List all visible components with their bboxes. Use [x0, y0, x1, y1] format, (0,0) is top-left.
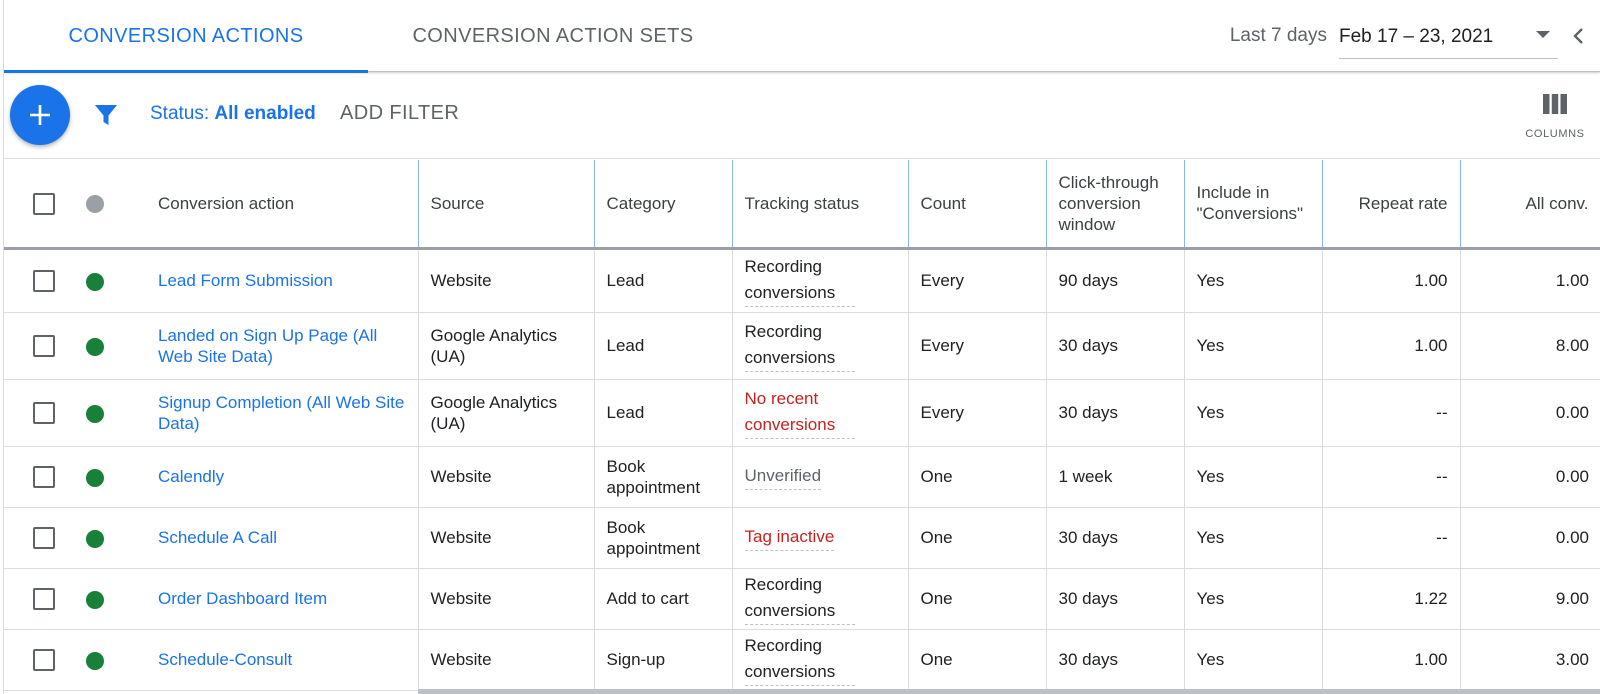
row-select-cell: [4, 629, 72, 690]
source-cell: Google Analytics (UA): [418, 312, 594, 379]
all-conv-cell: 1.00: [1460, 248, 1600, 312]
row-select-cell: [4, 312, 72, 379]
conversion-action-link[interactable]: Lead Form Submission: [158, 271, 333, 290]
tracking-status-value[interactable]: Recording conversions: [745, 254, 855, 307]
count-cell: One: [908, 629, 1046, 690]
source-cell: Website: [418, 446, 594, 507]
horizontal-scrollbar[interactable]: [418, 689, 1600, 694]
category-cell: Book appointment: [594, 507, 732, 568]
row-status-cell: [72, 629, 146, 690]
all-conv-cell: 0.00: [1460, 446, 1600, 507]
source-cell: Website: [418, 248, 594, 312]
date-range-label: Last 7 days: [1229, 25, 1327, 46]
conversion-window-cell: 1 week: [1046, 446, 1184, 507]
conversion-window-cell: 30 days: [1046, 379, 1184, 446]
table-row: [4, 312, 1600, 379]
repeat-rate-cell: 1.22: [1322, 568, 1460, 629]
header-conversion-window[interactable]: Click-through conversion window: [1046, 160, 1184, 248]
category-cell: Sign-up: [594, 629, 732, 690]
category-cell: Book appointment: [594, 446, 732, 507]
count-cell: One: [908, 507, 1046, 568]
tab-conversion-actions[interactable]: [4, 0, 368, 72]
columns-button[interactable]: [1524, 93, 1586, 143]
row-status-cell: [72, 379, 146, 446]
tracking-status-value[interactable]: No recent conversions: [745, 386, 855, 439]
include-cell: Yes: [1184, 507, 1322, 568]
conversion-action-cell: [146, 568, 418, 629]
count-cell: Every: [908, 248, 1046, 312]
conversion-action-link[interactable]: Schedule-Consult: [158, 650, 293, 669]
tab-conversion-action-sets[interactable]: [368, 0, 738, 72]
row-checkbox[interactable]: [33, 402, 55, 424]
filter-funnel-icon[interactable]: [92, 101, 120, 129]
count-cell: Every: [908, 312, 1046, 379]
conversion-window-cell: 30 days: [1046, 507, 1184, 568]
row-checkbox[interactable]: [33, 466, 55, 488]
status-filter-value: All enabled: [214, 103, 316, 124]
tab-bar: [4, 0, 1600, 72]
header-all-conv[interactable]: All conv.: [1460, 160, 1600, 248]
chevron-left-icon: [1569, 26, 1589, 46]
include-cell: Yes: [1184, 379, 1322, 446]
include-cell: Yes: [1184, 312, 1322, 379]
source-cell: Website: [418, 568, 594, 629]
conversion-action-cell: [146, 379, 418, 446]
header-tracking-status[interactable]: Tracking status: [732, 160, 908, 248]
tracking-status-cell: [732, 379, 908, 446]
category-cell: Lead: [594, 379, 732, 446]
row-select-cell: [4, 379, 72, 446]
count-cell: Every: [908, 379, 1046, 446]
count-cell: One: [908, 568, 1046, 629]
table-header-row: [4, 160, 1600, 248]
tracking-status-cell: [732, 312, 908, 379]
conversion-action-link[interactable]: Landed on Sign Up Page (All Web Site Data): [158, 325, 378, 366]
columns-label: COLUMNS: [1525, 128, 1585, 140]
row-checkbox[interactable]: [33, 270, 55, 292]
repeat-rate-cell: --: [1322, 507, 1460, 568]
add-conversion-button[interactable]: [10, 85, 70, 145]
caret-down-icon: [1536, 31, 1550, 38]
plus-icon: [27, 102, 53, 128]
conversions-page: [3, 0, 1600, 694]
tab-conversion-actions-label: CONVERSION ACTIONS: [68, 25, 304, 47]
tracking-status-value[interactable]: Recording conversions: [745, 633, 855, 686]
conversion-action-cell: [146, 446, 418, 507]
table-row: [4, 446, 1600, 507]
enabled-status-icon: [86, 530, 104, 548]
date-range-select[interactable]: [1339, 13, 1558, 59]
row-select-cell: [4, 446, 72, 507]
source-cell: Website: [418, 629, 594, 690]
include-cell: Yes: [1184, 446, 1322, 507]
count-cell: One: [908, 446, 1046, 507]
header-category[interactable]: Category: [594, 160, 732, 248]
date-range-value: Feb 17 – 23, 2021: [1339, 25, 1494, 47]
add-filter-button[interactable]: ADD FILTER: [340, 102, 460, 124]
conversion-window-cell: 30 days: [1046, 312, 1184, 379]
enabled-status-icon: [86, 273, 104, 291]
enabled-status-icon: [86, 591, 104, 609]
tracking-status-value[interactable]: Recording conversions: [745, 572, 855, 625]
all-conv-cell: 8.00: [1460, 312, 1600, 379]
enabled-status-icon: [86, 405, 104, 423]
header-source[interactable]: Source: [418, 160, 594, 248]
include-cell: Yes: [1184, 248, 1322, 312]
enabled-status-icon: [86, 652, 104, 670]
tracking-status-cell: [732, 629, 908, 690]
include-cell: Yes: [1184, 568, 1322, 629]
repeat-rate-cell: 1.00: [1322, 312, 1460, 379]
row-checkbox[interactable]: [33, 527, 55, 549]
table-row: [4, 568, 1600, 629]
tab-conversion-action-sets-label: CONVERSION ACTION SETS: [412, 25, 694, 47]
enabled-status-icon: [86, 338, 104, 356]
header-status: [72, 160, 146, 248]
all-conv-cell: 0.00: [1460, 507, 1600, 568]
tracking-status-value[interactable]: Unverified: [745, 463, 822, 490]
status-column-icon: [86, 195, 104, 213]
conversion-action-link[interactable]: Schedule A Call: [158, 528, 278, 547]
conversion-action-cell: [146, 629, 418, 690]
select-all-checkbox[interactable]: [33, 193, 55, 215]
conversion-window-cell: 30 days: [1046, 629, 1184, 690]
collapse-button[interactable]: [1558, 13, 1600, 59]
conversion-action-link[interactable]: Order Dashboard Item: [158, 589, 328, 608]
row-status-cell: [72, 446, 146, 507]
table-row: [4, 248, 1600, 312]
all-conv-cell: 0.00: [1460, 379, 1600, 446]
tracking-status-value[interactable]: Recording conversions: [745, 319, 855, 372]
row-select-cell: [4, 248, 72, 312]
category-cell: Lead: [594, 248, 732, 312]
repeat-rate-cell: 1.00: [1322, 629, 1460, 690]
status-filter-prefix: Status:: [150, 103, 215, 124]
tracking-status-cell: [732, 248, 908, 312]
row-status-cell: [72, 507, 146, 568]
conversion-actions-table: [4, 160, 1600, 691]
enabled-status-icon: [86, 469, 104, 487]
columns-icon: [1542, 93, 1568, 115]
conversion-window-cell: 90 days: [1046, 248, 1184, 312]
conversion-action-link[interactable]: Signup Completion (All Web Site Data): [158, 392, 405, 433]
repeat-rate-cell: --: [1322, 379, 1460, 446]
header-conversion-action[interactable]: Conversion action: [146, 160, 418, 248]
row-status-cell: [72, 248, 146, 312]
status-filter-chip[interactable]: [150, 103, 316, 125]
header-repeat-rate[interactable]: Repeat rate: [1322, 160, 1460, 248]
date-range-picker: [1230, 0, 1600, 72]
header-count[interactable]: Count: [908, 160, 1046, 248]
conversion-action-cell: [146, 248, 418, 312]
tracking-status-cell: [732, 568, 908, 629]
tracking-status-value[interactable]: Tag inactive: [745, 524, 835, 551]
tracking-status-cell: [732, 446, 908, 507]
row-checkbox[interactable]: [33, 649, 55, 671]
source-cell: Website: [418, 507, 594, 568]
all-conv-cell: 9.00: [1460, 568, 1600, 629]
table-toolbar: [4, 73, 1600, 159]
include-cell: Yes: [1184, 629, 1322, 690]
conversion-action-cell: [146, 507, 418, 568]
conversion-action-link[interactable]: Calendly: [158, 467, 225, 486]
header-select-all: [4, 160, 72, 248]
category-cell: Lead: [594, 312, 732, 379]
category-cell: Add to cart: [594, 568, 732, 629]
row-checkbox[interactable]: [33, 335, 55, 357]
row-checkbox[interactable]: [33, 588, 55, 610]
row-status-cell: [72, 312, 146, 379]
header-include-in-conversions[interactable]: Include in "Conversions": [1184, 160, 1322, 248]
table-row: [4, 507, 1600, 568]
row-select-cell: [4, 507, 72, 568]
table-row: [4, 629, 1600, 690]
tracking-status-cell: [732, 507, 908, 568]
source-cell: Google Analytics (UA): [418, 379, 594, 446]
repeat-rate-cell: --: [1322, 446, 1460, 507]
conversion-action-cell: [146, 312, 418, 379]
repeat-rate-cell: 1.00: [1322, 248, 1460, 312]
row-select-cell: [4, 568, 72, 629]
row-status-cell: [72, 568, 146, 629]
conversion-window-cell: 30 days: [1046, 568, 1184, 629]
table-row: [4, 379, 1600, 446]
all-conv-cell: 3.00: [1460, 629, 1600, 690]
